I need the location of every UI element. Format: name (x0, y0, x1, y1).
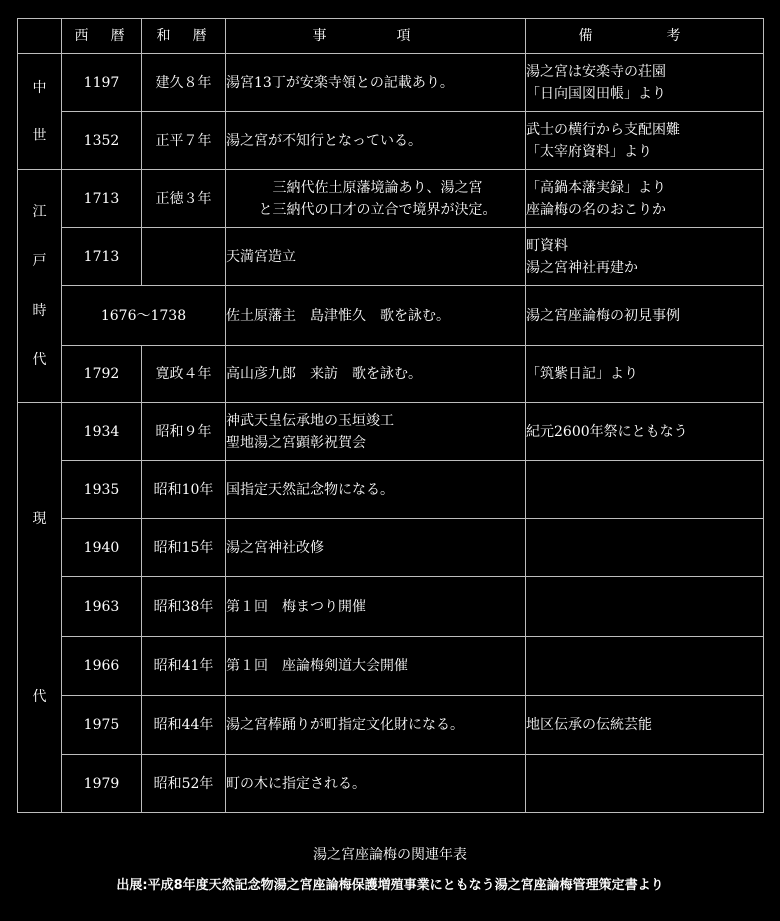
era-char: 代 (32, 688, 47, 705)
year-cell: 1935 (62, 461, 142, 519)
event-cell (226, 228, 526, 286)
event-cell (226, 755, 526, 813)
note-line: 町資料 (526, 237, 568, 254)
event-cell (226, 112, 526, 170)
note-line: 座論梅の名のおこりか (526, 201, 666, 218)
table-row (18, 170, 764, 228)
year-cell: 1197 (62, 54, 142, 112)
event-cell (226, 461, 526, 519)
year-cell: 1713 (62, 228, 142, 286)
wareki-cell: 昭和10年 (142, 461, 226, 519)
event-line: 三納代佐土原藩境論あり、湯之宮 (272, 179, 483, 196)
era-char: 中 (32, 79, 47, 96)
note-line: 「日向国図田帳」より (526, 85, 666, 102)
note-cell (526, 519, 764, 577)
note-cell (526, 461, 764, 519)
event-cell (226, 170, 526, 228)
note-line: 「筑紫日記」より (526, 366, 638, 382)
era-chusei (18, 54, 62, 170)
table-row (18, 577, 764, 637)
event-line: 湯之宮棒踊りが町指定文化財になる。 (226, 717, 464, 733)
note-cell (526, 346, 764, 403)
note-cell (526, 637, 764, 696)
table-row (18, 112, 764, 170)
note-header: 備 考 (526, 19, 764, 54)
wareki-cell: 建久８年 (142, 54, 226, 112)
note-line: 湯之宮神社再建か (526, 259, 638, 276)
note-line: 湯之宮座論梅の初見事例 (526, 307, 680, 324)
table-row (18, 696, 764, 755)
table-caption: 湯之宮座論梅の関連年表 (313, 847, 467, 863)
era-char: 世 (32, 127, 47, 144)
event-line: 湯之宮神社改修 (226, 539, 324, 556)
chronology-table (17, 18, 764, 813)
wareki-cell: 寛政４年 (142, 346, 226, 403)
year-range-cell: 1676～1738 (62, 286, 226, 346)
era-char: 時 (32, 302, 47, 319)
event-cell (226, 637, 526, 696)
event-line: 天満宮造立 (226, 248, 296, 265)
era-char: 戸 (32, 253, 47, 270)
event-cell (226, 696, 526, 755)
note-cell (526, 228, 764, 286)
event-header: 事 項 (226, 19, 526, 54)
era-char: 江 (32, 204, 47, 220)
year-cell: 1940 (62, 519, 142, 577)
wareki-cell: 昭和52年 (142, 755, 226, 813)
event-cell (226, 403, 526, 461)
event-cell (226, 54, 526, 112)
year-cell: 1966 (62, 637, 142, 696)
event-line: 湯之宮が不知行となっている。 (226, 132, 422, 149)
era-header (18, 19, 62, 54)
note-cell (526, 170, 764, 228)
table-row (18, 755, 764, 813)
event-cell (226, 286, 526, 346)
source-note: 出展:平成8年度天然記念物湯之宮座論梅保護増殖事業にともなう湯之宮座論梅管理策定書より (116, 878, 664, 893)
year-cell: 1979 (62, 755, 142, 813)
note-line: 武士の横行から支配困難 (526, 121, 680, 138)
wareki-cell (142, 228, 226, 286)
note-cell (526, 577, 764, 637)
note-line: 湯之宮は安楽寺の荘園 (526, 63, 666, 80)
note-line: 地区伝承の伝統芸能 (526, 717, 652, 733)
event-line: 第１回 梅まつり開催 (226, 598, 366, 615)
note-cell (526, 755, 764, 813)
table-row (18, 461, 764, 519)
event-cell (226, 346, 526, 403)
era-edo (18, 170, 62, 403)
note-line: 「高鍋本藩実録」より (526, 179, 666, 196)
note-cell (526, 403, 764, 461)
year-cell: 1352 (62, 112, 142, 170)
event-line: 聖地湯之宮顕彰祝賀会 (226, 434, 366, 451)
wareki-cell: 正平７年 (142, 112, 226, 170)
event-cell (226, 519, 526, 577)
table-row (18, 54, 764, 112)
event-line: 町の木に指定される。 (226, 775, 366, 792)
note-cell (526, 112, 764, 170)
year-cell: 1792 (62, 346, 142, 403)
event-line: 国指定天然記念物になる。 (226, 481, 394, 498)
year-cell: 1963 (62, 577, 142, 637)
wareki-cell: 昭和15年 (142, 519, 226, 577)
seireki-header: 西 暦 (62, 19, 142, 54)
event-line: 第１回 座論梅剣道大会開催 (226, 658, 408, 674)
header-row (18, 19, 764, 54)
wareki-cell: 昭和38年 (142, 577, 226, 637)
event-line: 湯宮13丁が安楽寺領との記載あり。 (226, 74, 454, 91)
table-row (18, 346, 764, 403)
year-cell: 1975 (62, 696, 142, 755)
table-row (18, 228, 764, 286)
table-row (18, 403, 764, 461)
wareki-header: 和 暦 (142, 19, 226, 54)
wareki-cell: 昭和９年 (142, 403, 226, 461)
wareki-cell: 昭和41年 (142, 637, 226, 696)
event-cell (226, 577, 526, 637)
wareki-cell: 昭和44年 (142, 696, 226, 755)
note-cell (526, 696, 764, 755)
note-cell (526, 286, 764, 346)
era-gendai (18, 403, 62, 813)
note-line: 「太宰府資料」より (526, 143, 652, 160)
table-row (18, 286, 764, 346)
wareki-cell: 正徳３年 (142, 170, 226, 228)
note-cell (526, 54, 764, 112)
event-line: 佐土原藩主 島津惟久 歌を詠む。 (226, 307, 450, 324)
table-row (18, 519, 764, 577)
event-line: 高山彦九郎 来訪 歌を詠む。 (226, 366, 422, 382)
era-char: 現 (32, 510, 47, 527)
era-char: 代 (32, 351, 47, 368)
event-line: 神武天皇伝承地の玉垣竣工 (226, 412, 394, 429)
year-cell: 1934 (62, 403, 142, 461)
event-line: と三納代の口才の立合で境界が決定。 (258, 201, 497, 218)
note-line: 紀元2600年祭にともなう (526, 423, 688, 440)
year-cell: 1713 (62, 170, 142, 228)
table-row (18, 637, 764, 696)
